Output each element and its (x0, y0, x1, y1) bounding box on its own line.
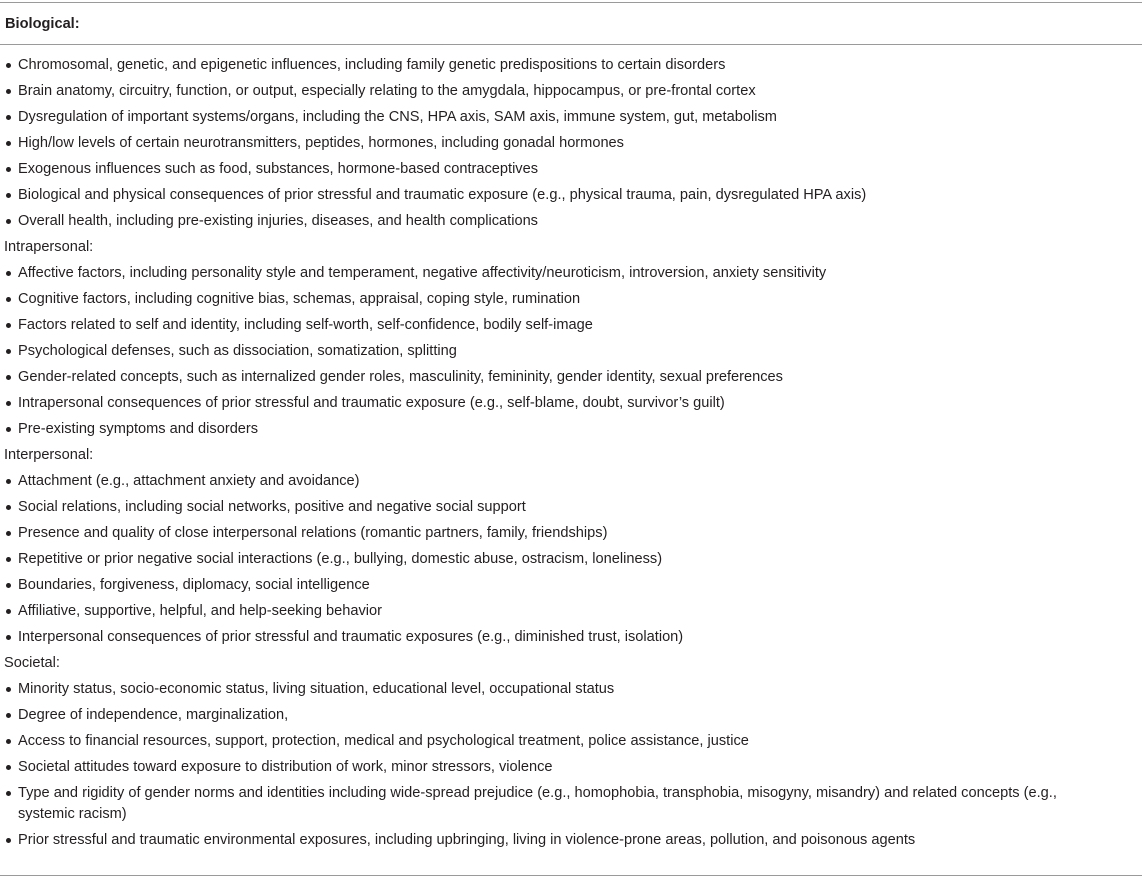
list-item: Chromosomal, genetic, and epigenetic influences, including family genetic predispositions to certain disorders (0, 53, 1142, 79)
list-item: Exogenous influences such as food, substances, hormone-based contraceptives (0, 157, 1142, 183)
list-item: Societal attitudes toward exposure to distribution of work, minor stressors, violence (0, 755, 1142, 781)
list-item: Gender-related concepts, such as internalized gender roles, masculinity, femininity, gender identity, sexual preferences (0, 365, 1142, 391)
list-item: Affiliative, supportive, helpful, and help-seeking behavior (0, 599, 1142, 625)
list-item: Cognitive factors, including cognitive bias, schemas, appraisal, coping style, rumination (0, 287, 1142, 313)
section-heading: Intrapersonal: (4, 238, 94, 255)
list-item: Minority status, socio-economic status, living situation, educational level, occupational status (0, 677, 1142, 703)
list-item: Boundaries, forgiveness, diplomacy, social intelligence (0, 573, 1142, 599)
table-bottom-rule (0, 875, 1142, 876)
list-item: Presence and quality of close interpersonal relations (romantic partners, family, friendships) (0, 521, 1142, 547)
section-heading: Interpersonal: (4, 446, 94, 463)
list-item: High/low levels of certain neurotransmitters, peptides, hormones, including gonadal hormones (0, 131, 1142, 157)
list-item: Interpersonal consequences of prior stressful and traumatic exposures (e.g., diminished trust, isolation) (0, 625, 1142, 651)
list-item: Affective factors, including personality style and temperament, negative affectivity/neuroticism, introversion, anxiety sensitivity (0, 261, 1142, 287)
list-item: Dysregulation of important systems/organs, including the CNS, HPA axis, SAM axis, immune system, gut, metabolism (0, 105, 1142, 131)
list-item: Attachment (e.g., attachment anxiety and avoidance) (0, 469, 1142, 495)
list-item: Prior stressful and traumatic environmental exposures, including upbringing, living in violence-prone areas, pollution, and poisonous agents (0, 828, 1142, 854)
section-heading: Societal: (4, 654, 60, 671)
list-item: Type and rigidity of gender norms and identities including wide-spread prejudice (e.g., homophobia, transphobia, misogyny, misandry) and related concepts (e.g., systemic racism) (0, 781, 1142, 828)
table-body (0, 53, 1142, 854)
list-item: Access to financial resources, support, protection, medical and psychological treatment, police assistance, justice (0, 729, 1142, 755)
list-item: Social relations, including social networks, positive and negative social support (0, 495, 1142, 521)
table-header-rule (0, 44, 1142, 45)
list-item: Psychological defenses, such as dissociation, somatization, splitting (0, 339, 1142, 365)
list-item: Overall health, including pre-existing injuries, diseases, and health complications (0, 209, 1142, 235)
table-header: Biological: (5, 16, 80, 32)
list-item: Pre-existing symptoms and disorders (0, 417, 1142, 443)
list-item: Biological and physical consequences of prior stressful and traumatic exposure (e.g., physical trauma, pain, dysregulated HPA axis) (0, 183, 1142, 209)
list-item: Intrapersonal consequences of prior stressful and traumatic exposure (e.g., self-blame, doubt, survivor’s guilt) (0, 391, 1142, 417)
list-item: Degree of independence, marginalization, (0, 703, 1142, 729)
table-top-rule (0, 2, 1142, 3)
list-item: Repetitive or prior negative social interactions (e.g., bullying, domestic abuse, ostracism, loneliness) (0, 547, 1142, 573)
list-item: Factors related to self and identity, including self-worth, self-confidence, bodily self-image (0, 313, 1142, 339)
list-item: Brain anatomy, circuitry, function, or output, especially relating to the amygdala, hippocampus, or pre-frontal cortex (0, 79, 1142, 105)
